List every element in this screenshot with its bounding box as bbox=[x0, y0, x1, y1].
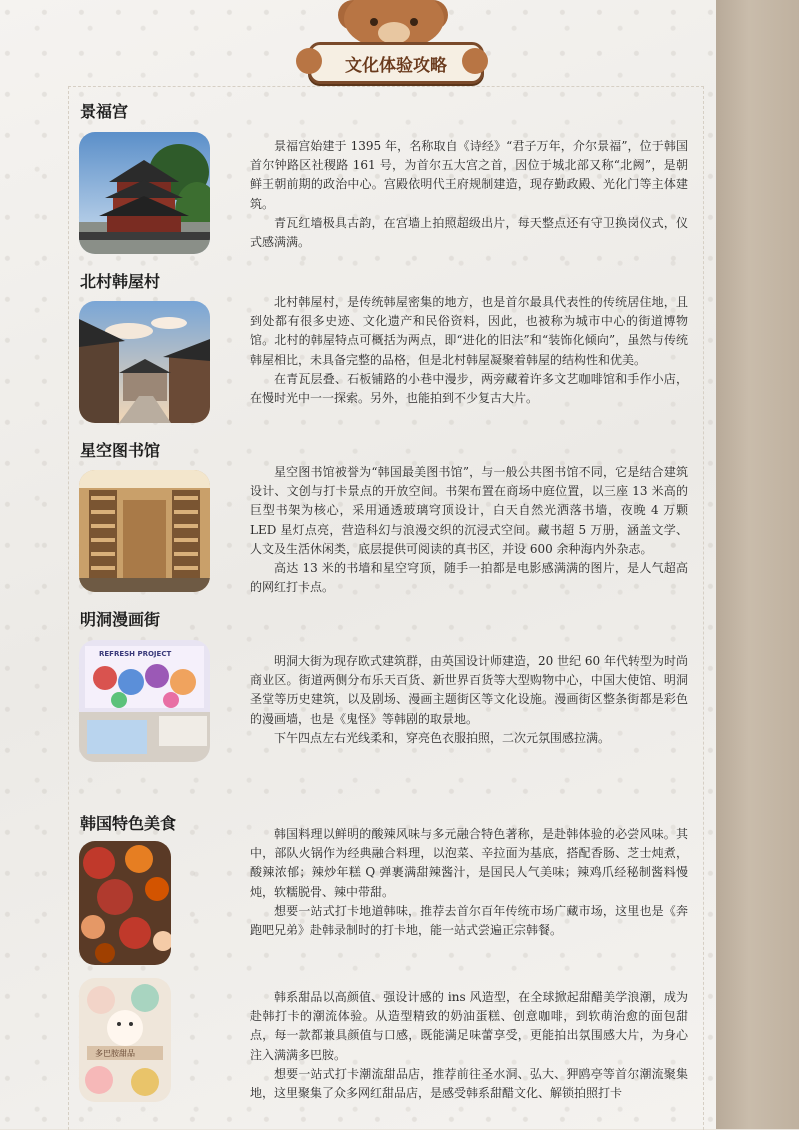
section-body bbox=[250, 463, 688, 597]
section-title: 景福宫 bbox=[80, 102, 129, 121]
section-body bbox=[250, 293, 688, 408]
photo-sign-text: 多巴胺甜品 bbox=[95, 1049, 135, 1058]
section-body bbox=[250, 988, 688, 1103]
section-body bbox=[250, 137, 688, 252]
bear-header bbox=[300, 0, 486, 88]
bear-eye-icon bbox=[410, 18, 418, 26]
hanok-village-photo bbox=[79, 301, 210, 423]
paragraph: 韩国料理以鲜明的酸辣风味与多元融合特色著称，是赴韩体验的必尝风味。其中，部队火锅作为经典融合料理，以泡菜、辛拉面为基底，搭配香肠、芝士炖煮，酸辣浓郁；辣炒年糕 Q 弹裹满甜辣酱汁，是国民人气美味；辣鸡爪经秘制酱料慢炖，软糯脱骨、辣中带甜。 bbox=[250, 827, 688, 899]
paragraph: 想要一站式打卡地道韩味，推荐去首尔百年传统市场广藏市场，这里也是《奔跑吧兄弟》赴韩录制时的打卡地，能一站式尝遍正宗韩餐。 bbox=[250, 903, 688, 938]
library-photo bbox=[79, 470, 210, 592]
paragraph: 景福宫始建于 1395 年，名称取自《诗经》“君子万年，介尔景福”，位于韩国首尔钟路区社稷路 161 号，为首尔五大宫之首，因位于城北部又称“北阙”，是朝鲜王朝前期的政治中心。宫殿依明代王府规制建造，现存勤政殿、光化门等主体建筑。 bbox=[250, 139, 688, 211]
comic-street-photo bbox=[79, 640, 210, 762]
section-body bbox=[250, 652, 688, 748]
section-title: 北村韩屋村 bbox=[80, 272, 161, 291]
photo-sign-text: REFRESH PROJECT bbox=[99, 650, 172, 658]
section-body bbox=[250, 825, 688, 940]
palace-photo bbox=[79, 132, 210, 254]
paragraph: 高达 13 米的书墙和星空穹顶，随手一拍都是电影感满满的图片，是人气超高的网红打卡点。 bbox=[250, 561, 688, 595]
bear-muzzle-icon bbox=[378, 22, 410, 44]
bear-paw-icon bbox=[462, 48, 488, 74]
section-title: 星空图书馆 bbox=[80, 441, 161, 460]
paragraph: 想要一站式打卡潮流甜品店，推荐前往圣水洞、弘大、狎鸥亭等首尔潮流聚集地，这里聚集了众多网红甜品店，是感受韩系甜醋文化、解锁拍照打卡 bbox=[250, 1066, 688, 1101]
bear-eye-icon bbox=[370, 18, 378, 26]
paragraph: 星空图书馆被誉为“韩国最美图书馆”，与一般公共图书馆不同，它是结合建筑设计、文创与打卡景点的开放空间。书架布置在商场中庭位置，以三座 13 米高的巨型书架为核心，采用通透玻璃穹顶设计，白天自然光洒落书墙，夜晚 4 万颗 LED 星灯点亮，营造科幻与浪漫交织的沉浸式空间。藏书超 5 万册，涵盖文学、人文及生活休闲类，底层提供可阅读的真书区，并设 600 余种海内外杂志。 bbox=[250, 465, 688, 556]
korean-food-photo bbox=[79, 841, 171, 965]
paragraph: 下午四点左右光线柔和，穿亮色衣服拍照，二次元氛围感拉满。 bbox=[274, 730, 611, 745]
bear-paw-icon bbox=[296, 48, 322, 74]
paragraph: 明洞大街为现存欧式建筑群，由英国设计师建造，20 世纪 60 年代转型为时尚商业区。街道两侧分布乐天百货、新世界百货等大型购物中心，中国大使馆、明洞圣堂等历史建筑，以及剧场、漫画主题街区等文化设施。漫画街区整条街都是彩色的漫画墙，也是《鬼怪》等韩剧的取景地。 bbox=[250, 654, 688, 726]
dessert-photo bbox=[79, 978, 171, 1102]
section-title: 韩国特色美食 bbox=[80, 814, 177, 833]
paragraph: 韩系甜品以高颜值、强设计感的 ins 风造型，在全球掀起甜醋美学浪潮，成为赴韩打卡的潮流体验。从造型精致的奶油蛋糕、创意咖啡，到软萌治愈的面包甜点，每一款都兼具颜值与口感，既能满足味蕾享受，更能拍出氛围感大片，为身心注入满满多巴胺。 bbox=[250, 990, 688, 1062]
paragraph: 在青瓦层叠、石板铺路的小巷中漫步，两旁藏着许多文艺咖啡馆和手作小店，在慢时光中一一探索。另外，也能拍到不少复古大片。 bbox=[250, 371, 688, 406]
header-badge: 文化体验攻略 bbox=[308, 42, 484, 84]
section-title: 明洞漫画街 bbox=[80, 610, 161, 629]
paragraph: 青瓦红墙极具古韵，在宫墙上拍照超级出片，每天整点还有守卫换岗仪式，仪式感满满。 bbox=[250, 215, 688, 250]
paragraph: 北村韩屋村，是传统韩屋密集的地方，也是首尔最具代表性的传统居住地，且到处都有很多史迹、文化遗产和民俗资料，因此，也被称为城市中心的街道博物馆。北村的韩屋特点可概括为两点，即“进化的旧法”和“装饰化倾向”，虽然与传统韩屋相比，未具备完整的品格，但是北村韩屋凝聚着韩屋的结构性和优美。 bbox=[250, 295, 688, 367]
background-strip bbox=[716, 0, 799, 1129]
